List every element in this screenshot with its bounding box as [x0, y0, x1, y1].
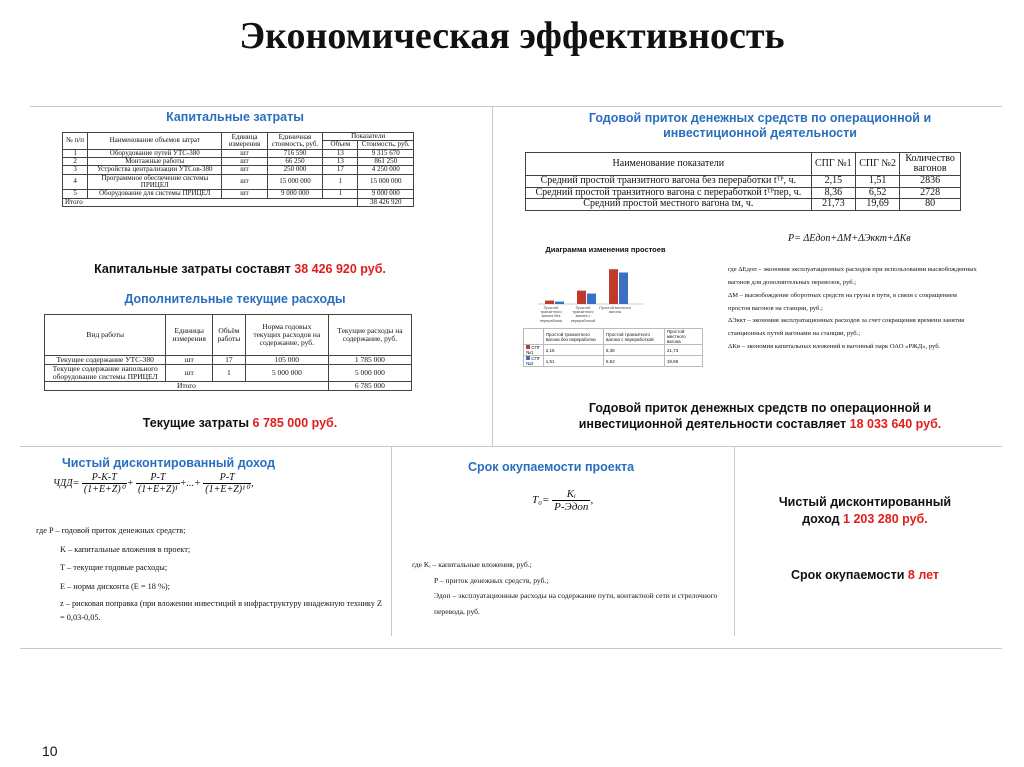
cell: 1 [213, 364, 246, 381]
ellipsis: +...+ [179, 477, 201, 489]
col-header: Текущие расходы на содержание, руб. [328, 315, 411, 356]
downtime-chart [503, 242, 708, 374]
cashflow-table [525, 152, 961, 211]
current-heading: Дополнительные текущие расходы [124, 292, 346, 306]
legend-swatch [526, 356, 530, 360]
chart-data-table [523, 328, 703, 367]
formula-label: T₀= [532, 494, 550, 507]
chart-category-label: Простой транзитного вагона без переработки [539, 306, 563, 323]
cell: 5 000 000 [245, 364, 328, 381]
table-row [63, 166, 414, 174]
col-header: Количество вагонов [900, 153, 961, 176]
cell: Простой транзитного вагона с переработкой [603, 329, 664, 345]
numerator: P-T [136, 472, 180, 484]
cell: шт [222, 174, 267, 190]
definition: K – капитальные вложения в проект; [60, 544, 191, 554]
bar [587, 294, 596, 304]
cell: 1 [63, 149, 88, 157]
cell: 15 000 000 [267, 174, 322, 190]
bar [545, 301, 554, 304]
table-total-row [45, 381, 412, 390]
denominator: (1+E+Z)¹⁰ [205, 484, 250, 495]
cell: шт [222, 149, 267, 157]
formula-label: ЧДД= [53, 477, 80, 489]
col-header: Показатели [323, 133, 414, 141]
cell: Монтажные работы [88, 158, 222, 166]
npv-heading: Чистый дисконтированный доход [62, 456, 276, 470]
cell: 17 [213, 356, 246, 365]
cell: 861 250 [358, 158, 414, 166]
slide-content [20, 102, 1008, 650]
cell: 2,15 [543, 345, 603, 356]
fraction [82, 472, 127, 495]
result-line: Чистый дисконтированный [778, 495, 952, 509]
fraction [552, 488, 590, 513]
cell: 21,73 [664, 345, 702, 356]
cell: 250 000 [267, 166, 322, 174]
cell: Итого [63, 198, 358, 206]
cell: Программное обеспечение системы ПРИЦЕЛ [88, 174, 222, 190]
cell: шт [166, 356, 213, 365]
cashflow-heading [540, 111, 980, 141]
divider [734, 446, 735, 636]
divider [492, 106, 493, 446]
cell: 15 000 000 [358, 174, 414, 190]
cell: 66 250 [267, 158, 322, 166]
definition: ΔKв – экономия капитальных вложений в вагонный парк ОАО «РЖД», руб. [728, 343, 941, 351]
cashflow-formula: P= ΔEдоп+ΔM+ΔЭккт+ΔKв [788, 233, 911, 244]
divider [20, 648, 1002, 649]
current-table [44, 314, 412, 391]
cell: 6 785 000 [328, 381, 411, 390]
definition: z – рисковая поправка (при вложении инвестиций в инфраструктуру инадежную технику Z = 0,03-0,05. [60, 598, 383, 622]
result-label: Срок окупаемости [790, 568, 908, 582]
table-row [526, 176, 961, 188]
payback-formula: T₀= $\frac{\text{Kᵢ}}{\text{P-Эдоп}}$ , [532, 488, 594, 513]
definition: T – текущие годовые расходы; [60, 563, 168, 573]
cell: 19,69 [664, 356, 702, 367]
payback-definitions [412, 557, 732, 619]
col-header: Наименование объемов затрат [88, 133, 222, 150]
summary-label: Капитальные затраты составят [94, 262, 295, 276]
cell: Средний простой транзитного вагона без переработки tᵀᴾ, ч. [526, 176, 812, 188]
col-header: Наименование показатели [526, 153, 812, 176]
col-header: № п/п [63, 133, 88, 150]
current-summary [60, 416, 420, 430]
cell: 1 [323, 174, 358, 190]
cell: Средний простой местного вагона tм, ч. [526, 199, 812, 211]
chart-title: Диаграмма изменения простоев [545, 245, 666, 254]
cell: 2728 [900, 187, 961, 199]
cashflow-summary [540, 400, 980, 433]
cell: 8,36 [603, 345, 664, 356]
result-value: 8 лет [907, 568, 940, 582]
summary-label: Текущие затраты [142, 416, 253, 430]
legend-entry [524, 356, 544, 367]
cell: Оборудование для системы ПРИЦЕЛ [88, 190, 222, 198]
capital-heading: Капитальные затраты [166, 110, 304, 124]
cell: 1 [323, 190, 358, 198]
chart-bars [545, 269, 628, 304]
cell: 80 [900, 199, 961, 211]
bar [577, 291, 586, 304]
npv-definitions [36, 522, 386, 625]
col-header: Норма годовых текущих расходов на содержание, руб. [245, 315, 328, 356]
payback-heading: Срок окупаемости проекта [468, 460, 635, 474]
cell: 9 315 670 [358, 149, 414, 157]
cell: 13 [323, 158, 358, 166]
denominator: P-Эдоп [554, 501, 589, 513]
result-value: 1 203 280 руб. [843, 511, 928, 526]
col-header: Объём работы [213, 315, 246, 356]
col-header: Вид работы [45, 315, 166, 356]
cell: Устройства централизации УТСов-380 [88, 166, 222, 174]
numerator: P-K-T [82, 472, 127, 484]
cell: 17 [323, 166, 358, 174]
divider [30, 106, 1002, 107]
legend-swatch [526, 345, 530, 349]
cell: Простой местного вагона [664, 329, 702, 345]
divider [20, 446, 1002, 447]
summary-label: инвестиционной деятельности составляет [578, 417, 850, 432]
capital-summary [60, 262, 420, 276]
denominator: (1+E+Z)¹ [137, 484, 178, 495]
page-title: Экономическая эффективность [239, 15, 785, 57]
cell: 1,51 [543, 356, 603, 367]
col-header: Стоимость, руб. [358, 141, 414, 149]
cell: 13 [323, 149, 358, 157]
cell: 2,15 [811, 176, 855, 188]
npv-formula: ЧДД= $\frac{P-K-T}{\text{(1+E+Z)⁰}}$ + $\frac{P-T}{\text{(1+E+Z)¹}}$ +...+ $\frac{P-T}{\text{(1+E+Z)¹⁰}}$ , [53, 472, 254, 495]
legend-label: СПГ №2 [526, 356, 541, 366]
cell: 9 000 000 [267, 190, 322, 198]
chart-category-label: Простой транзитного вагона с переработкой [570, 306, 596, 323]
denominator: (1+E+Z)⁰ [83, 484, 125, 495]
col-header: Единичная стоимость, руб. [267, 133, 322, 150]
cell: шт [166, 364, 213, 381]
cell: Итого [45, 381, 329, 390]
table-row [526, 199, 961, 211]
cell: шт [222, 190, 267, 198]
definition: ΔM – высвобождение оборотных средств на грузы в пути, в связи с сокращением простоя вагонов на станции, руб.; [728, 291, 957, 312]
definition: P – приток денежных средств, руб.; [434, 575, 549, 585]
cell: 1,51 [855, 176, 899, 188]
summary-line: Годовой приток денежных средств по операционной и [588, 401, 932, 415]
npv-result [750, 494, 980, 528]
summary-value: 38 426 920 руб. [294, 262, 386, 276]
cell: Текущее содержание напольного оборудование системы ПРИЦЕЛ [45, 364, 166, 381]
cell: 105 000 [245, 356, 328, 365]
cashflow-definitions [728, 264, 980, 354]
payback-result [750, 568, 980, 582]
capital-table [62, 132, 414, 207]
cell: 2 [63, 158, 88, 166]
cell: 4 [63, 174, 88, 190]
cell: 3 [63, 166, 88, 174]
cell: 5 [63, 190, 88, 198]
definition: Эдоп – эксплуатационные расходы на содержание пути, контактной сети и стрелочного перевода, руб. [434, 591, 718, 616]
cell: Средний простой транзитного вагона с переработкой tᵀᴾпер, ч. [526, 187, 812, 199]
fraction [136, 472, 180, 495]
summary-value: 18 033 640 руб. [849, 417, 942, 432]
definition: где ΔEдоп – экономия эксплуатационных расходов при использовании высвобожденных вагонов для дополнительных перевозок, руб.; [728, 266, 977, 286]
cell: 21,73 [811, 199, 855, 211]
page-number: 10 [42, 743, 58, 759]
definition: ΔЭккт – экономия эксплуатационных расходов за счет сокращения времени занятия станционных путей вагонами на станции, руб.; [728, 317, 965, 338]
cell: 1 785 000 [328, 356, 411, 365]
cell: Текущее содержание УТС-380 [45, 356, 166, 365]
numerator: Kᵢ [552, 488, 590, 501]
heading-line: Годовой приток денежных средств по операционной и [588, 111, 932, 125]
cell: 6,52 [603, 356, 664, 367]
cell: 716 590 [267, 149, 322, 157]
col-header: СПГ №1 [811, 153, 855, 176]
table-row [63, 190, 414, 198]
legend-entry [524, 345, 544, 356]
table-row [63, 149, 414, 157]
cell: 4 250 000 [358, 166, 414, 174]
chart-category-label: Простой местного вагона [599, 306, 631, 315]
summary-value: 6 785 000 руб. [252, 416, 338, 430]
definition: где Kᵢ – капитальные вложения, руб.; [412, 560, 532, 569]
heading-line: инвестиционной деятельности [663, 126, 857, 140]
definition: E – норма дисконта (E = 18 %); [60, 581, 170, 591]
numerator: P-T [203, 472, 251, 484]
table-row [45, 364, 412, 381]
cell: шт [222, 166, 267, 174]
definition: где P – годовой приток денежных средств; [36, 526, 186, 535]
cell: 6,52 [855, 187, 899, 199]
col-header: Единицы измерения [166, 315, 213, 356]
table-total-row [63, 198, 414, 206]
divider [391, 446, 392, 636]
col-header: Единица измерения [222, 133, 267, 150]
col-header: СПГ №2 [855, 153, 899, 176]
bar [555, 302, 564, 304]
legend-label: СПГ №1 [526, 345, 541, 355]
bar [619, 272, 628, 304]
cell: Оборудование путей УТС-380 [88, 149, 222, 157]
cell: Простой транзитного вагона без переработки [543, 329, 603, 345]
cell: 9 000 000 [358, 190, 414, 198]
bar [609, 269, 618, 304]
cell [524, 329, 544, 345]
cell: 5 000 000 [328, 364, 411, 381]
cell: 8,36 [811, 187, 855, 199]
cell: 19,69 [855, 199, 899, 211]
col-header: Объем [323, 141, 358, 149]
fraction [203, 472, 251, 495]
table-row [63, 174, 414, 190]
cell: шт [222, 158, 267, 166]
cell: 2836 [900, 176, 961, 188]
table-row [526, 187, 961, 199]
result-label: доход [802, 511, 844, 526]
cell: 38 426 920 [358, 198, 414, 206]
